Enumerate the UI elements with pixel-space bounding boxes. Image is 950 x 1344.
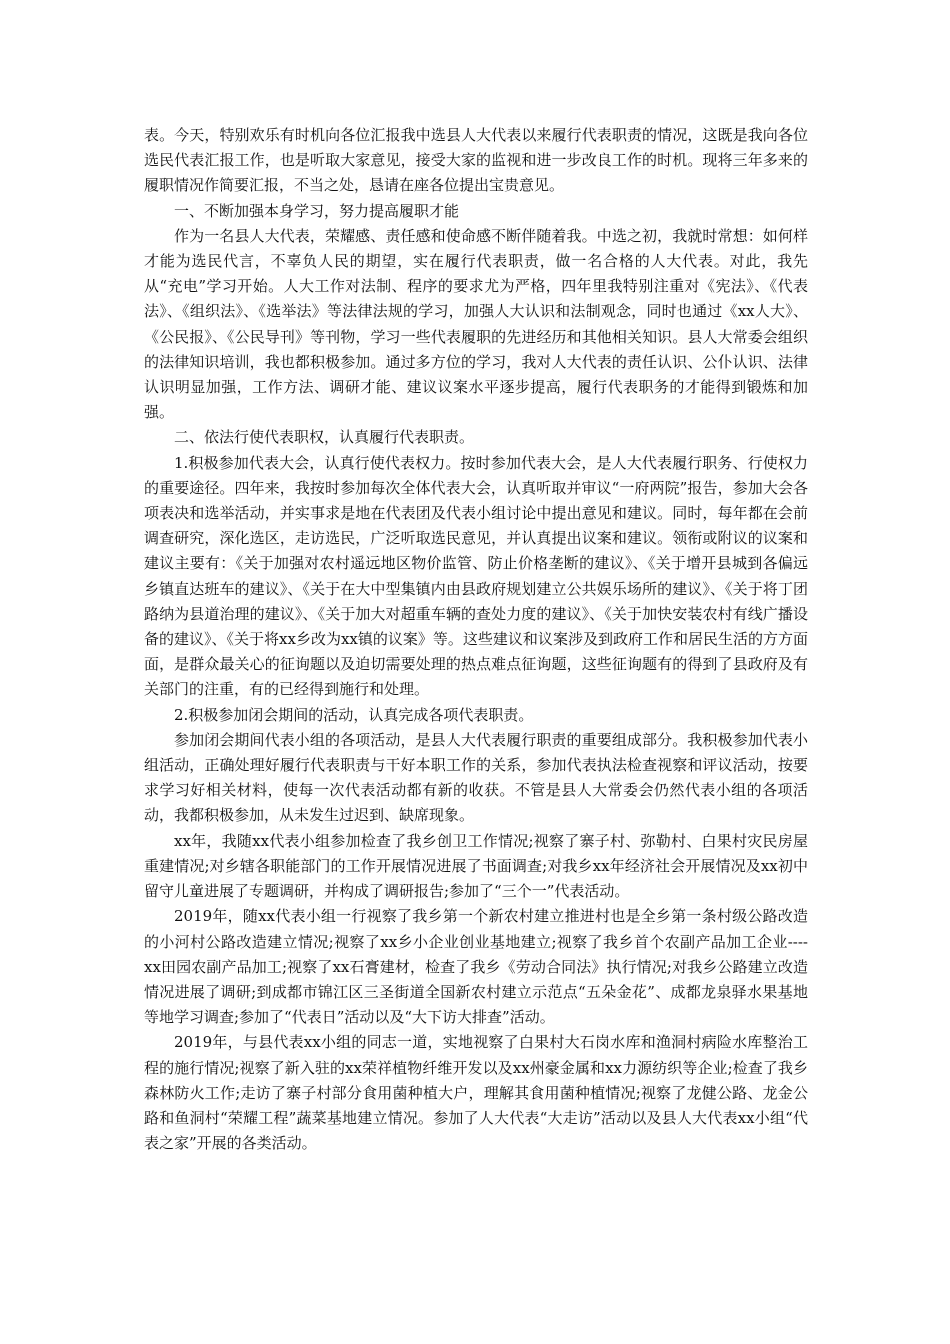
paragraph-year-2019-a: 2019年，随xx代表小组一行视察了我乡第一个新农村建立推进村也是全乡第一条村级公路改造的小河村公路改造建立情况;视察了xx乡小企业创业基地建立;视察了我乡首个农副产品加工企业----xx田园农副产品加工;视察了xx石膏建材，检查了我乡《劳动合同法》执行情况;对我乡公路建立改造情况进展了调研;到成都市锦江区三圣街道全国新农村建立示范点“五朵金花”、成都龙泉驿水果基地等地学习调查;参加了“代表日”活动以及“大下访大排查”活动。 — [144, 907, 808, 1027]
document-body — [144, 123, 808, 1156]
paragraph-recess: 参加闭会期间代表小组的各项活动，是县人大代表履行职责的重要组成部分。我积极参加代表小组活动，正确处理好履行代表职责与干好本职工作的关系，参加代表执法检查视察和评议活动，按要求学习好相关材料，使每一次代表活动都有新的收获。不管是县人大常委会仍然代表小组的各项活动，我都积极参加，从未发生过迟到、缺席现象。 — [144, 730, 808, 825]
subheading-recess-activities: 2.积极参加闭会期间的活动，认真完成各项代表职责。 — [174, 705, 534, 724]
section-heading-1: 一、不断加强本身学习，努力提高履职才能 — [174, 201, 460, 220]
paragraph-study: 作为一名县人大代表，荣耀感、责任感和使命感不断伴随着我。中选之初，我就时常想：如何样才能为选民代言，不辜负人民的期望，实在履行代表职责，做一名合格的人大代表。对此，我先从“充电”学习开始。人大工作对法制、程序的要求尤为严格，四年里我特别注重对《宪法》、《代表法》、《组织法》、《选举法》等法律法规的学习，加强人大认识和法制观念，同时也通过《xx人大》、《公民报》、《公民导刊》等刊物，学习一些代表履职的先进经历和其他相关知识。县人大常委会组织的法律知识培训，我也都积极参加。通过多方位的学习，我对人大代表的责任认识、公仆认识、法律认识明显加强，工作方法、调研才能、建议议案水平逐步提高，履行代表职务的才能得到锻炼和加强。 — [144, 226, 808, 422]
section-heading-2: 二、依法行使代表职权，认真履行代表职责。 — [174, 428, 475, 447]
paragraph-intro: 表。今天，特别欢乐有时机向各位汇报我中选县人大代表以来履行代表职责的情况，这既是我向各位选民代表汇报工作，也是听取大家意见，接受大家的监视和进一步改良工作的时机。现将三年多来的履职情况作简要汇报，不当之处，恳请在座各位提出宝贵意见。 — [144, 126, 808, 195]
paragraph-year-xx: xx年，我随xx代表小组参加检查了我乡创卫工作情况;视察了寨子村、弥勒村、白果村灾民房屋重建情况;对乡辖各职能部门的工作开展情况进展了书面调查;对我乡xx年经济社会开展情况及xx初中留守儿童进展了专题调研，并构成了调研报告;参加了“三个一”代表活动。 — [144, 831, 808, 901]
paragraph-year-2019-b: 2019年，与县代表xx小组的同志一道，实地视察了白果村大石岗水库和渔洞村病险水库整治工程的施行情况;视察了新入驻的xx荣祥植物纤维开发以及xx州豪金属和xx力源纺织等企业;检查了我乡森林防火工作;走访了寨子村部分食用菌种植大户，理解其食用菌种植情况;视察了龙健公路、龙金公路和鱼洞村“荣耀工程”蔬菜基地建立情况。参加了人大代表“大走访”活动以及县人大代表xx小组“代表之家”开展的各类活动。 — [144, 1033, 808, 1153]
paragraph-congress: 1.积极参加代表大会，认真行使代表权力。按时参加代表大会，是人大代表履行职务、行使权力的重要途径。四年来，我按时参加每次全体代表大会，认真听取并审议“一府两院”报告，参加大会各项表决和选举活动，并实事求是地在代表团及代表小组讨论中提出意见和建议。同时，每年都在会前调查研究，深化选区，走访选民，广泛听取选民意见，并认真提出议案和建议。领衔或附议的议案和建议主要有：《关于加强对农村遥远地区物价监管、防止价格垄断的建议》、《关于增开县城到各偏远乡镇直达班车的建议》、《关于在大中型集镇内由县政府规划建立公共娱乐场所的建议》、《关于将丁团路纳为县道治理的建议》、《关于加大对超重车辆的查处力度的建议》、《关于加快安装农村有线广播设备的建议》、《关于将xx乡改为xx镇的议案》等。这些建议和议案涉及到政府工作和居民生活的方方面面，是群众最关心的征询题以及迫切需要处理的热点难点征询题，这些征询题有的得到了县政府及有关部门的注重，有的已经得到施行和处理。 — [144, 453, 808, 699]
